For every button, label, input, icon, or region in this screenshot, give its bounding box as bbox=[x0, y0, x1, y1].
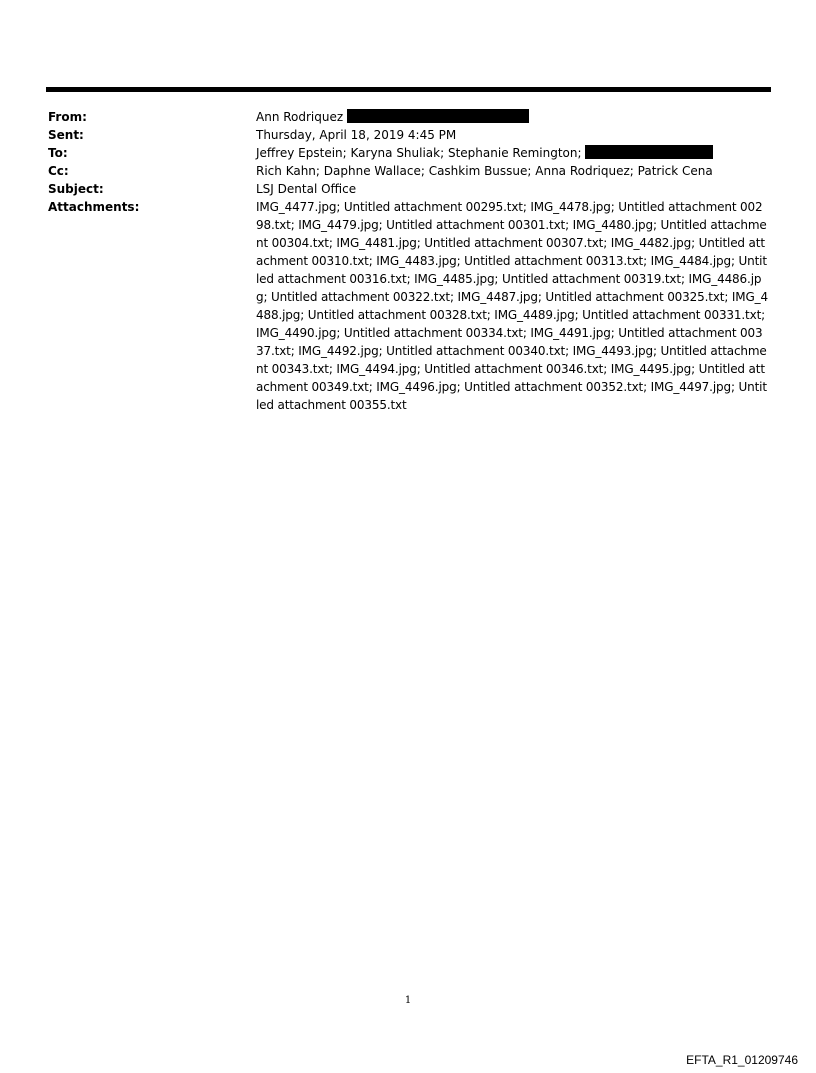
to-label: To: bbox=[48, 146, 68, 160]
to-row bbox=[48, 144, 772, 162]
subject-row bbox=[48, 180, 772, 198]
to-value: Jeffrey Epstein; Karyna Shuliak; Stephanie Remington; bbox=[256, 146, 582, 160]
sent-value: Thursday, April 18, 2019 4:45 PM bbox=[256, 128, 457, 142]
sent-row bbox=[48, 126, 772, 144]
redaction-bar bbox=[347, 109, 529, 123]
header-rule bbox=[46, 87, 771, 92]
subject-label: Subject: bbox=[48, 182, 104, 196]
to-value-container bbox=[256, 144, 772, 162]
page-number: 1 bbox=[404, 995, 412, 1006]
from-value-container bbox=[256, 108, 772, 126]
sent-label: Sent: bbox=[48, 128, 84, 142]
subject-value: LSJ Dental Office bbox=[256, 182, 357, 196]
cc-value: Rich Kahn; Daphne Wallace; Cashkim Bussue; Anna Rodriquez; Patrick Cena bbox=[256, 164, 713, 178]
from-row bbox=[48, 108, 772, 126]
attachments-list: IMG_4477.jpg; Untitled attachment 00295.txt; IMG_4478.jpg; Untitled attachment 00298.txt; IMG_4479.jpg; Untitled attachment 00301.txt; IMG_4480.jpg; Untitled attachment 00304.txt; IMG_4481.jpg; Untitled attachment 00307.txt; IMG_4482.jpg; Untitled attachment 00310.txt; IMG_4483.jpg; Untitled attachment 00313.txt; IMG_4484.jpg; Untitled attachment 00316.txt; IMG_4485.jpg; Untitled attachment 00319.txt; IMG_4486.jpg; Untitled attachment 00322.txt; IMG_4487.jpg; Untitled attachment 00325.txt; IMG_4488.jpg; Untitled attachment 00328.txt; IMG_4489.jpg; Untitled attachment 00331.txt; IMG_4490.jpg; Untitled attachment 00334.txt; IMG_4491.jpg; Untitled attachment 00337.txt; IMG_4492.jpg; Untitled attachment 00340.txt; IMG_4493.jpg; Untitled attachment 00343.txt; IMG_4494.jpg; Untitled attachment 00346.txt; IMG_4495.jpg; Untitled attachment 00349.txt; IMG_4496.jpg; Untitled attachment 00352.txt; IMG_4497.jpg; Untitled attachment 00355.txt bbox=[256, 200, 768, 412]
attachments-label: Attachments: bbox=[48, 200, 140, 214]
from-value: Ann Rodriquez bbox=[256, 110, 344, 124]
cc-label: Cc: bbox=[48, 164, 69, 178]
email-header bbox=[48, 108, 772, 414]
from-label: From: bbox=[48, 110, 87, 124]
cc-row bbox=[48, 162, 772, 180]
redaction-bar bbox=[585, 145, 713, 159]
attachments-row bbox=[48, 198, 772, 414]
document-id: EFTA_R1_01209746 bbox=[686, 1053, 798, 1067]
